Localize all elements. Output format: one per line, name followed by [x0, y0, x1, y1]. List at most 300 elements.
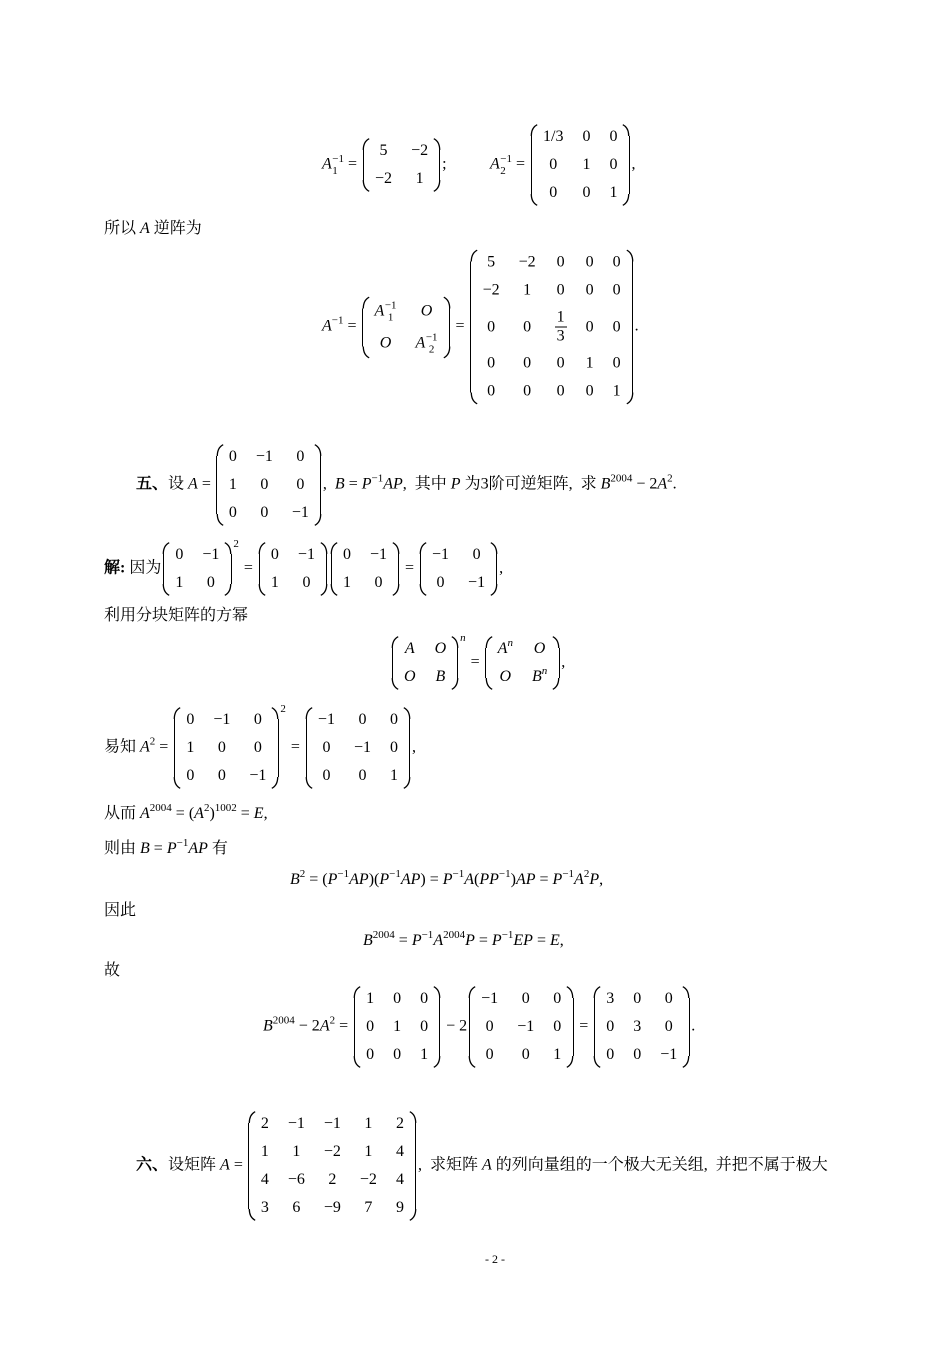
paren-top-curve: [162, 542, 170, 554]
matrix-grid: [361, 986, 433, 1068]
right-paren: [224, 542, 232, 596]
right-paren: [409, 1111, 417, 1221]
paren-stem: [470, 262, 477, 393]
math-text: −1: [176, 837, 189, 849]
paren-top-curve: [443, 296, 451, 308]
math-variable: AP: [188, 840, 208, 857]
matrix-entry: 0: [366, 1018, 375, 1035]
matrix-entry: 0: [260, 476, 269, 493]
superscript: [443, 929, 465, 941]
math-variable: n: [541, 665, 548, 677]
math-text: 1: [332, 164, 338, 177]
math-variable: EP: [513, 932, 533, 949]
eq-a-power: [104, 804, 268, 824]
paren-top-curve: [451, 636, 459, 648]
paren-bottom-curve: [682, 1056, 690, 1068]
superscript: [502, 929, 514, 941]
eq-a2-inverse: [490, 124, 635, 206]
problem-6-statement: [136, 1111, 828, 1221]
matrix-entry: 0: [393, 1046, 402, 1063]
matrix-entry: 0: [420, 1018, 429, 1035]
matrix-entry: −1: [517, 1018, 535, 1035]
matrix-entry: 0: [217, 767, 226, 784]
left-paren: [362, 138, 370, 192]
math-variable: P: [491, 932, 502, 949]
right-paren: [433, 138, 441, 192]
matrix: [353, 986, 441, 1068]
subscript: [426, 343, 438, 355]
matrix-entry: 2: [328, 1171, 337, 1188]
math-text: −1: [498, 868, 511, 880]
math-text: =: [344, 155, 362, 173]
math-text: ,: [411, 738, 416, 756]
math-text: ,: [561, 653, 566, 671]
matrix-entry: 0: [260, 504, 269, 521]
matrix-entry: 3: [606, 990, 615, 1007]
eq-b-power: [363, 931, 564, 951]
right-paren: [622, 124, 630, 206]
matrix: [162, 538, 239, 596]
matrix-entry: 0: [366, 1046, 375, 1063]
math-variable: A: [464, 871, 475, 888]
math-variable: B: [290, 871, 300, 888]
math-variable: A: [319, 1017, 330, 1035]
math-text: =: [451, 317, 469, 335]
math-text: 1: [556, 308, 565, 326]
math-text: −1: [332, 152, 344, 165]
superscript: [372, 473, 384, 485]
eq-final-result: [263, 986, 695, 1068]
right-paren: [566, 986, 574, 1068]
matrix-entry: 1: [609, 184, 618, 201]
math-variable: A: [433, 932, 444, 949]
math-text: −1: [421, 929, 434, 941]
matrix-entry: −1: [432, 546, 450, 563]
matrix-entry: 0: [556, 354, 565, 372]
math-text: 3: [556, 327, 565, 345]
matrix-entry: 0: [436, 574, 445, 591]
paren-stem: [469, 998, 476, 1056]
superscript: [389, 868, 401, 880]
matrix-entry: −2: [323, 1143, 341, 1160]
math-text: 2: [203, 802, 210, 814]
math-variable: P: [442, 871, 453, 888]
paren-stem: [403, 719, 410, 777]
matrix-entry: 0: [374, 574, 383, 591]
matrix-entry: 0: [485, 1018, 494, 1035]
paren-bottom-curve: [485, 678, 493, 690]
problem-5-statement: [136, 444, 677, 526]
math-variable: B: [531, 668, 542, 685]
subscript: [332, 165, 344, 177]
superscript: [507, 637, 513, 649]
matrix-entry: 0: [585, 253, 594, 271]
left-paren: [485, 636, 493, 690]
paren-bottom-curve: [433, 180, 441, 192]
matrix: [485, 636, 561, 690]
math-variable: P: [552, 871, 563, 888]
math-variable: O: [533, 640, 546, 657]
matrix-entry: 0: [253, 739, 262, 756]
matrix-entry: −1: [287, 1115, 305, 1132]
right-paren: [271, 707, 279, 789]
matrix-grid: [170, 542, 224, 596]
right-paren: [682, 986, 690, 1068]
matrix-entry: 1: [364, 1115, 373, 1132]
matrix-entry: 0: [523, 318, 532, 335]
paren-bottom-curve: [626, 393, 634, 405]
math-text: =: [400, 559, 419, 577]
matrix-entry: 1: [342, 574, 351, 591]
math-variable: O: [420, 302, 433, 319]
eq-block-power: [390, 632, 566, 690]
math-variable: E: [253, 805, 264, 822]
paren-bottom-curve: [353, 1056, 361, 1068]
paren-bottom-curve: [593, 1056, 601, 1068]
matrix-entry: [498, 639, 513, 659]
left-paren: [353, 986, 361, 1068]
paren-top-curve: [552, 636, 560, 648]
matrix: [362, 138, 441, 192]
eq-b-squared: [290, 870, 603, 890]
matrix-entry: 1: [582, 156, 591, 173]
paren-stem: [224, 554, 231, 584]
matrix-entry: 0: [253, 711, 262, 728]
matrix-entry: 0: [582, 184, 591, 201]
paren-bottom-curve: [216, 514, 224, 526]
matrix-entry: −2: [375, 170, 393, 187]
math-text: 2: [583, 868, 590, 880]
matrix-entry: 9: [395, 1199, 404, 1216]
superscript: [177, 837, 189, 849]
chinese-text: 逆阵为: [149, 220, 202, 237]
matrix-entry: 0: [521, 1046, 530, 1063]
matrix-entry: −1: [660, 1046, 678, 1063]
math-text: ;: [442, 155, 447, 173]
matrix-entry: [435, 667, 445, 687]
math-text: = (: [171, 805, 195, 822]
matrix-entry: −2: [411, 142, 429, 159]
paren-top-curve: [490, 542, 498, 554]
matrix-entry: 0: [358, 711, 367, 728]
matrix-grid: [476, 986, 566, 1068]
matrix-entry: 0: [585, 318, 594, 335]
paren-stem: [433, 998, 440, 1056]
superscript: [500, 153, 512, 165]
math-text: −1: [371, 472, 384, 485]
math-text: =: [229, 1156, 247, 1174]
math-variable: A: [497, 640, 508, 657]
matrix-entry: 0: [358, 767, 367, 784]
matrix-grid: [370, 296, 443, 358]
matrix-entry: 0: [612, 318, 621, 335]
from-b-text: [104, 839, 228, 859]
paren-top-curve: [470, 250, 478, 262]
paren-top-curve: [173, 707, 181, 719]
right-paren: [403, 707, 411, 789]
paren-top-curve: [593, 986, 601, 998]
left-paren: [216, 444, 224, 526]
paren-stem: [362, 308, 369, 346]
math-text: 2004: [372, 929, 395, 941]
paren-bottom-curve: [224, 584, 232, 596]
math-variable: A: [194, 805, 204, 822]
math-text: (: [474, 871, 480, 888]
matrix-entry: 0: [389, 711, 398, 728]
superscript: [150, 802, 172, 814]
math-text: = (: [305, 871, 328, 888]
superscript: [385, 299, 397, 311]
paren-stem: [163, 554, 170, 584]
matrix-entry: 1: [260, 1143, 269, 1160]
matrix-entry: −1: [468, 574, 486, 591]
paren-top-curve: [248, 1111, 256, 1123]
paren-stem: [433, 150, 440, 180]
paren-bottom-curve: [443, 346, 451, 358]
math-variable: A: [481, 1156, 492, 1174]
math-variable: A: [140, 738, 150, 756]
paren-top-curve: [362, 138, 370, 150]
matrix-entry: 0: [609, 156, 618, 173]
math-variable: AP: [349, 871, 369, 888]
matrix-entry: [435, 639, 447, 659]
eq-a-inverse-block: [322, 250, 639, 405]
subscript: [385, 311, 397, 323]
left-paren: [305, 707, 313, 789]
matrix-entry: 3: [633, 1018, 642, 1035]
math-variable: A: [374, 302, 385, 319]
matrix-entry: 1: [420, 1046, 429, 1063]
sub-superscript: [426, 331, 438, 355]
math-variable: P: [327, 871, 338, 888]
superscript: [373, 929, 395, 941]
matrix-entry: [405, 639, 415, 659]
paren-stem: [485, 648, 492, 678]
math-text: −1: [500, 152, 512, 165]
math-text: −1: [501, 929, 514, 941]
matrix-entry: 1: [612, 382, 621, 400]
math-variable: A: [490, 155, 500, 173]
superscript: [422, 929, 434, 941]
math-text: =: [474, 932, 492, 949]
matrix-entry: 1: [393, 1018, 402, 1035]
matrix-entry: [404, 667, 416, 687]
superscript: [499, 868, 511, 880]
matrix-entry: 5: [487, 253, 496, 271]
fraction: [555, 309, 567, 346]
paren-bottom-curve: [419, 584, 427, 596]
matrix-entry: 0: [633, 990, 642, 1007]
math-variable: A: [322, 155, 332, 173]
math-text: −1: [331, 314, 344, 327]
paren-top-curve: [530, 124, 538, 136]
matrix-entry: 0: [523, 354, 532, 372]
paren-bottom-curve: [566, 1056, 574, 1068]
eq-a-squared: [104, 703, 416, 789]
math-variable: A: [574, 871, 584, 888]
matrix-grid: [338, 542, 392, 596]
math-text: 2: [667, 472, 673, 485]
chinese-text: , 求矩阵: [417, 1156, 482, 1174]
paren-bottom-curve: [173, 777, 181, 789]
matrix-entry: 0: [609, 128, 618, 145]
paren-bottom-curve: [468, 1056, 476, 1068]
paren-bottom-curve: [330, 584, 338, 596]
paren-stem: [420, 554, 427, 584]
math-variable: A: [220, 1156, 230, 1174]
right-paren: [451, 636, 459, 690]
matrix-entry: 0: [556, 253, 565, 271]
matrix-entry: 1: [553, 1046, 562, 1063]
paren-stem: [363, 150, 370, 180]
matrix-entry: 0: [585, 382, 594, 400]
paren-bottom-curve: [271, 777, 279, 789]
matrix: [258, 542, 328, 596]
matrix-entry: [375, 299, 397, 323]
math-text: 2: [428, 343, 435, 355]
matrix: [305, 707, 411, 789]
matrix-entry: 0: [523, 382, 532, 400]
math-variable: n: [507, 637, 513, 649]
paren-stem: [443, 308, 450, 346]
paren-bottom-curve: [162, 584, 170, 596]
math-text: 2004: [443, 929, 466, 941]
eq-a1-inverse: [322, 138, 447, 192]
math-text: ,: [499, 559, 504, 577]
math-text: − 2: [442, 1017, 468, 1035]
matrix-entry: 0: [556, 281, 565, 299]
matrix-entry: 2: [395, 1115, 404, 1132]
paren-stem: [626, 262, 633, 393]
paren-stem: [271, 719, 278, 777]
paren-top-curve: [391, 636, 399, 648]
page-number: - 2 -: [485, 1252, 505, 1266]
left-paren: [330, 542, 338, 596]
chinese-text: 因此: [104, 902, 137, 919]
math-text: −1: [562, 868, 575, 880]
math-text: −1: [389, 868, 401, 880]
math-variable: B: [600, 475, 611, 493]
paren-top-curve: [224, 542, 232, 554]
right-paren: [552, 636, 560, 690]
paren-top-curve: [485, 636, 493, 648]
math-variable: O: [379, 334, 392, 351]
paren-stem: [392, 648, 399, 678]
math-text: =: [239, 559, 257, 577]
right-paren: [314, 444, 322, 526]
matrix-entry: −1: [202, 546, 220, 563]
math-text: =: [286, 738, 304, 756]
math-text: =: [343, 317, 361, 335]
matrix-entry: −1: [297, 546, 315, 563]
solution-because: [104, 538, 504, 596]
math-variable: A: [140, 220, 150, 237]
math-variable: B: [363, 932, 373, 949]
chinese-text: , 其中: [402, 475, 451, 493]
paren-top-curve: [305, 707, 313, 719]
math-variable: P: [450, 475, 461, 493]
math-text: 2: [329, 1014, 336, 1027]
matrix-grid: [493, 636, 553, 690]
section-label: 五、: [136, 475, 169, 493]
matrix-entry: −9: [323, 1199, 341, 1216]
right-paren: [626, 250, 634, 405]
sub-superscript: [500, 153, 512, 177]
paren-top-curve: [258, 542, 266, 554]
left-paren: [468, 986, 476, 1068]
matrix-exponent: [280, 704, 286, 715]
math-text: .: [691, 1017, 696, 1035]
paren-top-curve: [330, 542, 338, 554]
matrix-entry: −6: [287, 1171, 305, 1188]
chinese-text: 从而: [104, 805, 141, 822]
matrix-entry: 0: [549, 156, 558, 173]
matrix-entry: 1: [585, 354, 594, 372]
math-variable: P: [361, 475, 372, 493]
matrix-entry: 7: [364, 1199, 373, 1216]
math-text: ) =: [420, 871, 443, 888]
matrix-entry: −1: [291, 504, 309, 521]
superscript: [215, 802, 237, 814]
matrix-entry: 0: [612, 253, 621, 271]
matrix-entry: 0: [553, 990, 562, 1007]
paren-bottom-curve: [392, 584, 400, 596]
paren-top-curve: [271, 707, 279, 719]
math-text: ,: [322, 475, 335, 493]
matrix: [216, 444, 322, 526]
matrix-entry: 0: [296, 448, 305, 465]
math-variable: A: [322, 317, 332, 335]
superscript: [562, 868, 574, 880]
math-variable: PP: [479, 871, 499, 888]
math-variable: A: [657, 475, 668, 493]
matrix-entry: [416, 331, 438, 355]
paren-top-curve: [626, 250, 634, 262]
math-text: =: [197, 475, 215, 493]
right-paren: [433, 986, 441, 1068]
paren-stem: [354, 998, 361, 1056]
math-variable: B: [263, 1017, 273, 1035]
matrix-entry: 0: [322, 767, 331, 784]
math-variable: B: [334, 475, 345, 493]
section-label: 六、: [136, 1156, 169, 1174]
chinese-text: 的列向量组的一个极大无关组, 并把不属于极大: [491, 1156, 828, 1174]
matrix: [530, 124, 630, 206]
sub-superscript: [332, 153, 344, 177]
chinese-text: 有: [207, 840, 228, 857]
left-paren: [258, 542, 266, 596]
matrix-entry: 0: [487, 354, 496, 372]
left-paren: [362, 296, 370, 358]
math-text: =: [394, 932, 412, 949]
matrix-entry: 0: [585, 281, 594, 299]
math-text: =: [236, 805, 254, 822]
left-paren: [248, 1111, 256, 1221]
matrix-entry: 0: [556, 382, 565, 400]
matrix-entry: 1: [186, 739, 195, 756]
matrix-entry: −2: [482, 281, 500, 299]
matrix-entry: 1: [523, 281, 532, 299]
chinese-text: 所以: [104, 220, 141, 237]
matrix: [362, 296, 451, 358]
math-text: =: [512, 155, 530, 173]
paren-stem: [306, 719, 313, 777]
section-label: 解:: [104, 559, 126, 577]
matrix-entry: 0: [186, 711, 195, 728]
math-text: 2: [280, 703, 286, 715]
matrix-grid: [224, 444, 314, 526]
paren-bottom-curve: [362, 180, 370, 192]
